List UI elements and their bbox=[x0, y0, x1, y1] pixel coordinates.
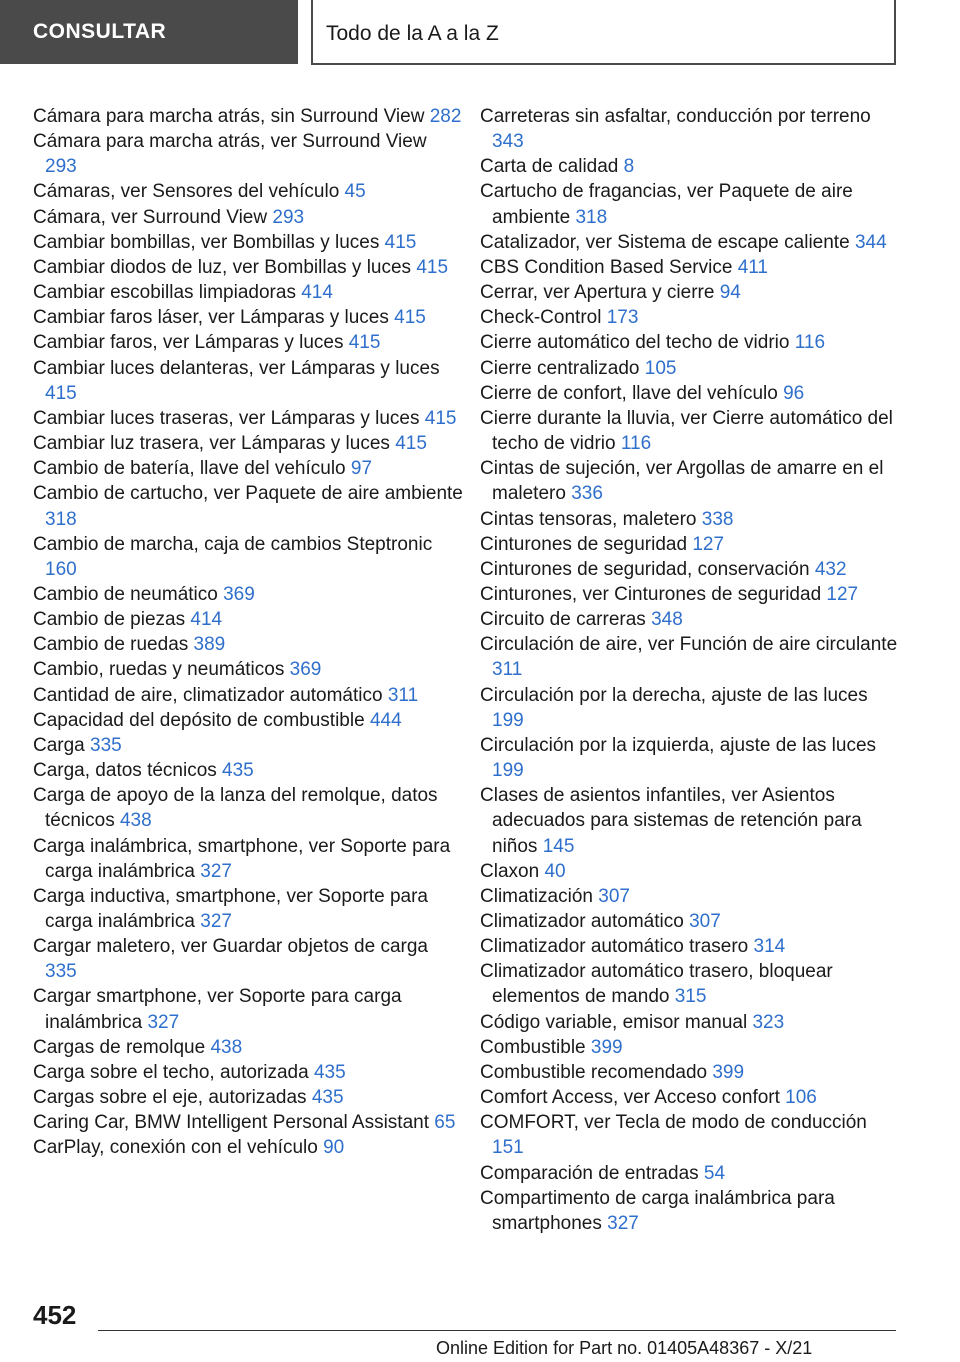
index-entry-page-link[interactable]: 293 bbox=[272, 206, 305, 228]
index-entry-page-link[interactable]: 411 bbox=[737, 256, 768, 278]
index-entry bbox=[33, 230, 463, 255]
index-entry-term: Cambio de piezas bbox=[33, 609, 186, 631]
section-tab bbox=[0, 0, 298, 64]
index-entry-page-link[interactable]: 435 bbox=[222, 760, 254, 782]
index-entry-page-link[interactable]: 90 bbox=[323, 1137, 345, 1159]
header-underline bbox=[311, 63, 896, 65]
index-entry-term: Cambiar luz trasera, ver Lámparas y luces bbox=[33, 433, 390, 455]
index-entry bbox=[33, 104, 463, 129]
index-entry-page-link[interactable]: 160 bbox=[45, 558, 77, 580]
page-number: 452 bbox=[33, 1300, 77, 1330]
index-entry-page-link[interactable]: 8 bbox=[623, 156, 635, 178]
index-entry-term: CarPlay, conexión con el vehículo bbox=[33, 1137, 318, 1159]
index-entry-page-link[interactable]: 338 bbox=[701, 508, 734, 530]
index-entry-term: Cargas de remolque bbox=[33, 1036, 206, 1058]
index-entry-page-link[interactable]: 444 bbox=[369, 709, 402, 731]
index-entry-term: Carta de calidad bbox=[480, 156, 619, 178]
index-entry bbox=[480, 532, 900, 557]
index-column-right bbox=[480, 104, 900, 1236]
index-entry-term: Climatización bbox=[480, 885, 593, 907]
index-entry-page-link[interactable]: 435 bbox=[313, 1061, 346, 1083]
index-entry-page-link[interactable]: 307 bbox=[598, 885, 630, 907]
index-entry bbox=[480, 179, 900, 229]
index-entry-page-link[interactable]: 97 bbox=[350, 458, 373, 480]
index-entry bbox=[480, 381, 900, 406]
index-entry-term: Cierre durante la lluvia, ver Cierre automático del techo de vidrio bbox=[480, 407, 893, 455]
index-entry-term: CBS Condition Based Service bbox=[480, 256, 733, 278]
index-entry-term: Cerrar, ver Apertura y cierre bbox=[480, 282, 715, 304]
index-entry-page-link[interactable]: 116 bbox=[620, 433, 652, 455]
index-entry-page-link[interactable]: 315 bbox=[674, 986, 707, 1008]
index-entry bbox=[480, 1161, 900, 1186]
index-entry-term: Cambio de marcha, caja de cambios Steptronic bbox=[33, 533, 433, 555]
index-entry-term: Capacidad del depósito de combustible bbox=[33, 709, 365, 731]
section-label: CONSULTAR bbox=[33, 20, 167, 43]
index-entry bbox=[480, 255, 900, 280]
index-entry bbox=[480, 1010, 900, 1035]
index-entry-page-link[interactable]: 415 bbox=[348, 332, 381, 354]
index-entry-term: Cambiar diodos de luz, ver Bombillas y luces bbox=[33, 256, 412, 278]
index-entry bbox=[480, 456, 900, 506]
index-entry-page-link[interactable]: 318 bbox=[45, 508, 77, 530]
index-entry-term: Cambio de ruedas bbox=[33, 634, 189, 656]
index-entry-term: Cierre de confort, llave del vehículo bbox=[480, 382, 778, 404]
index-entry-term: COMFORT, ver Tecla de modo de conducción bbox=[480, 1112, 867, 1134]
index-entry-page-link[interactable]: 415 bbox=[45, 382, 77, 404]
index-entry-term: Compartimento de carga inalámbrica para smartphones bbox=[480, 1187, 835, 1234]
index-entry-term: Cierre automático del techo de vidrio bbox=[480, 332, 790, 354]
index-entry-page-link[interactable]: 105 bbox=[644, 357, 677, 379]
index-entry-page-link[interactable]: 414 bbox=[301, 282, 333, 304]
index-entry bbox=[480, 959, 900, 1009]
index-entry bbox=[480, 884, 900, 909]
index-entry-term: Comfort Access, ver Acceso confort bbox=[480, 1087, 780, 1109]
index-entry bbox=[480, 934, 900, 959]
index-entry bbox=[33, 683, 463, 708]
index-entry bbox=[480, 104, 900, 154]
index-entry bbox=[33, 632, 463, 657]
index-entry-page-link[interactable]: 399 bbox=[590, 1036, 623, 1058]
index-entry bbox=[480, 783, 900, 858]
footer-edition-text: Online Edition for Part no. 01405A48367 - X/21 bbox=[436, 1338, 813, 1358]
index-entry-term: Cámara para marcha atrás, sin Surround View bbox=[33, 106, 425, 127]
index-entry-term: Cambiar escobillas limpiadoras bbox=[33, 282, 296, 304]
index-entry-page-link[interactable]: 65 bbox=[434, 1112, 456, 1134]
index-entry-page-link[interactable]: 199 bbox=[492, 709, 524, 731]
index-entry-term: Carga, datos técnicos bbox=[33, 760, 217, 782]
index-entry bbox=[33, 1110, 463, 1135]
index-entry-term: Carga bbox=[33, 734, 85, 756]
index-entry-term: Climatizador automático trasero bbox=[480, 936, 749, 958]
index-entry-page-link[interactable]: 327 bbox=[607, 1212, 639, 1234]
index-entry-term: Cinturones, ver Cinturones de seguridad bbox=[480, 583, 822, 605]
index-entry-page-link[interactable]: 282 bbox=[429, 106, 462, 127]
index-entry-term: Caring Car, BMW Intelligent Personal Assistant bbox=[33, 1112, 430, 1134]
index-entry-term: Catalizador, ver Sistema de escape caliente bbox=[480, 231, 850, 253]
index-entry-page-link[interactable]: 145 bbox=[542, 835, 575, 857]
index-entry bbox=[480, 683, 900, 733]
index-entry-page-link[interactable]: 438 bbox=[119, 810, 152, 832]
index-entry-term: Cinturones de seguridad, conservación bbox=[480, 558, 810, 580]
index-entry-page-link[interactable]: 307 bbox=[689, 911, 721, 932]
index-entry-term: Cambiar luces traseras, ver Lámparas y luces bbox=[33, 407, 420, 429]
index-entry-page-link[interactable]: 151 bbox=[492, 1137, 524, 1159]
header-right-border bbox=[894, 0, 896, 65]
index-entry-term: Cambiar luces delanteras, ver Lámparas y luces bbox=[33, 357, 440, 379]
index-column-left bbox=[33, 104, 463, 1161]
index-entry-term: Circulación de aire, ver Función de aire circulante bbox=[480, 634, 898, 656]
index-entry-term: Cinturones de seguridad bbox=[480, 533, 688, 555]
index-entry-term: Cantidad de aire, climatizador automático bbox=[33, 684, 383, 706]
index-entry bbox=[480, 1110, 900, 1160]
index-entry-page-link[interactable]: 311 bbox=[387, 684, 419, 706]
index-entry bbox=[33, 884, 463, 934]
index-entry bbox=[33, 934, 463, 984]
index-entry-page-link[interactable]: 344 bbox=[854, 231, 887, 253]
index-entry-page-link[interactable]: 336 bbox=[571, 483, 603, 505]
index-entry bbox=[480, 607, 900, 632]
index-entry-page-link[interactable]: 327 bbox=[200, 911, 232, 932]
index-entry bbox=[480, 1085, 900, 1110]
index-entry bbox=[33, 1085, 463, 1110]
index-entry-term: Claxon bbox=[480, 860, 540, 882]
index-entry-term: Climatizador automático trasero, bloquear elementos de mando bbox=[480, 961, 833, 1008]
index-entry-page-link[interactable]: 293 bbox=[45, 156, 77, 178]
index-entry-term: Cámara para marcha atrás, ver Surround View bbox=[33, 131, 427, 153]
index-entry-page-link[interactable]: 45 bbox=[344, 181, 366, 203]
index-entry bbox=[480, 230, 900, 255]
index-entry-page-link[interactable]: 432 bbox=[814, 558, 847, 580]
index-entry-term: Combustible bbox=[480, 1036, 586, 1058]
index-entry-term: Cámara, ver Surround View bbox=[33, 206, 268, 228]
index-entry bbox=[33, 1035, 463, 1060]
index-entry-term: Cargas sobre el eje, autorizadas bbox=[33, 1087, 307, 1109]
index-entry-page-link[interactable]: 415 bbox=[416, 256, 449, 278]
index-entry-page-link[interactable]: 335 bbox=[90, 734, 122, 756]
index-entry-term: Carga inalámbrica, smartphone, ver Soporte para carga inalámbrica bbox=[33, 835, 451, 882]
index-entry bbox=[33, 205, 463, 230]
index-entry-term: Clases de asientos infantiles, ver Asientos adecuados para sistemas de retención para niños bbox=[480, 785, 862, 857]
index-entry bbox=[480, 1186, 900, 1236]
index-entry bbox=[33, 406, 463, 431]
index-entry-page-link[interactable]: 311 bbox=[492, 659, 523, 681]
index-entry-page-link[interactable]: 94 bbox=[719, 282, 741, 304]
index-entry-page-link[interactable]: 127 bbox=[692, 533, 725, 555]
index-entry-page-link[interactable]: 54 bbox=[703, 1162, 726, 1184]
index-entry bbox=[480, 733, 900, 783]
index-entry bbox=[480, 507, 900, 532]
index-entry-page-link[interactable]: 318 bbox=[575, 206, 608, 228]
index-entry-term: Cambiar bombillas, ver Bombillas y luces bbox=[33, 231, 380, 253]
index-entry bbox=[33, 431, 463, 456]
index-entry bbox=[33, 356, 463, 406]
index-entry-page-link[interactable]: 414 bbox=[190, 609, 223, 631]
index-entry-term: Cierre centralizado bbox=[480, 357, 640, 379]
index-entry-term: Cartucho de fragancias, ver Paquete de aire ambiente bbox=[480, 181, 853, 228]
index-entry-page-link[interactable]: 438 bbox=[210, 1036, 243, 1058]
index-entry bbox=[33, 582, 463, 607]
index-entry-page-link[interactable]: 314 bbox=[753, 936, 786, 958]
index-entry bbox=[480, 1035, 900, 1060]
index-entry-page-link[interactable]: 323 bbox=[752, 1011, 785, 1033]
index-entry-page-link[interactable]: 106 bbox=[785, 1087, 817, 1109]
index-entry-term: Comparación de entradas bbox=[480, 1162, 699, 1184]
index-entry-page-link[interactable]: 199 bbox=[492, 760, 524, 782]
index-entry bbox=[33, 607, 463, 632]
index-entry-term: Carga sobre el techo, autorizada bbox=[33, 1061, 309, 1083]
footer-divider bbox=[98, 1330, 896, 1331]
index-entry-term: Cambio de batería, llave del vehículo bbox=[33, 458, 346, 480]
index-entry-page-link[interactable]: 415 bbox=[394, 307, 426, 329]
index-entry bbox=[33, 708, 463, 733]
index-entry bbox=[33, 179, 463, 204]
index-entry-page-link[interactable]: 415 bbox=[395, 433, 427, 455]
index-entry-page-link[interactable]: 415 bbox=[424, 407, 457, 429]
index-entry-term: Cargar maletero, ver Guardar objetos de carga bbox=[33, 936, 428, 958]
index-entry-page-link[interactable]: 343 bbox=[492, 131, 524, 153]
index-entry bbox=[33, 330, 463, 355]
index-entry-page-link[interactable]: 399 bbox=[712, 1061, 745, 1083]
page-title: Todo de la A a la Z bbox=[326, 22, 499, 45]
index-entry bbox=[33, 255, 463, 280]
index-entry-page-link[interactable]: 40 bbox=[544, 860, 566, 882]
index-entry-term: Climatizador automático bbox=[480, 911, 684, 932]
index-entry bbox=[33, 305, 463, 330]
index-entry-term: Cámaras, ver Sensores del vehículo bbox=[33, 181, 340, 203]
index-entry bbox=[480, 406, 900, 456]
index-entry bbox=[33, 1135, 463, 1160]
index-entry bbox=[480, 1060, 900, 1085]
index-entry-page-link[interactable]: 369 bbox=[289, 659, 322, 681]
index-entry-term: Cintas de sujeción, ver Argollas de amarre en el maletero bbox=[480, 458, 884, 505]
index-entry-term: Cintas tensoras, maletero bbox=[480, 508, 697, 530]
index-entry bbox=[480, 859, 900, 884]
header-divider bbox=[311, 0, 313, 64]
index-entry-term: Cambio de cartucho, ver Paquete de aire ambiente bbox=[33, 483, 463, 505]
index-entry-page-link[interactable]: 389 bbox=[193, 634, 226, 656]
index-entry bbox=[480, 356, 900, 381]
index-entry-page-link[interactable]: 415 bbox=[384, 231, 417, 253]
index-entry-term: Circulación por la izquierda, ajuste de las luces bbox=[480, 734, 877, 756]
index-entry-page-link[interactable]: 127 bbox=[826, 583, 859, 605]
index-entry-page-link[interactable]: 327 bbox=[200, 860, 232, 882]
index-entry bbox=[33, 280, 463, 305]
index-entry-term: Cambiar faros láser, ver Lámparas y luces bbox=[33, 307, 389, 329]
index-entry-term: Circuito de carreras bbox=[480, 609, 646, 631]
index-entry-page-link[interactable]: 348 bbox=[651, 609, 683, 631]
index-entry bbox=[480, 154, 900, 179]
index-entry bbox=[480, 330, 900, 355]
index-entry-term: Cambiar faros, ver Lámparas y luces bbox=[33, 332, 344, 354]
index-entry-page-link[interactable]: 96 bbox=[783, 382, 805, 404]
index-entry-term: Check-Control bbox=[480, 307, 602, 329]
index-entry bbox=[480, 632, 900, 682]
index-entry-term: Cambio, ruedas y neumáticos bbox=[33, 659, 285, 681]
index-entry bbox=[480, 582, 900, 607]
index-entry bbox=[33, 834, 463, 884]
index-entry bbox=[480, 305, 900, 330]
index-entry-term: Cambio de neumático bbox=[33, 583, 218, 605]
index-entry bbox=[33, 733, 463, 758]
index-entry bbox=[33, 456, 463, 481]
index-entry bbox=[480, 909, 900, 934]
index-entry-term: Código variable, emisor manual bbox=[480, 1011, 748, 1033]
index-entry bbox=[33, 984, 463, 1034]
index-entry bbox=[480, 280, 900, 305]
index-entry-term: Combustible recomendado bbox=[480, 1061, 708, 1083]
index-entry bbox=[33, 1060, 463, 1085]
index-entry-term: Cargar smartphone, ver Soporte para carga inalámbrica bbox=[33, 986, 402, 1033]
index-entry-page-link[interactable]: 335 bbox=[45, 961, 77, 983]
index-entry bbox=[33, 129, 463, 179]
index-entry bbox=[33, 481, 463, 531]
index-entry-page-link[interactable]: 173 bbox=[606, 307, 639, 329]
index-entry bbox=[33, 783, 463, 833]
index-entry bbox=[33, 657, 463, 682]
index-entry-term: Carga de apoyo de la lanza del remolque, datos técnicos bbox=[33, 785, 438, 832]
index-entry-page-link[interactable]: 327 bbox=[147, 1011, 180, 1033]
index-entry-term: Circulación por la derecha, ajuste de las luces bbox=[480, 684, 868, 706]
index-entry bbox=[33, 758, 463, 783]
index-entry-page-link[interactable]: 369 bbox=[223, 583, 255, 605]
index-entry bbox=[480, 557, 900, 582]
index-entry bbox=[33, 532, 463, 582]
index-entry-term: Carreteras sin asfaltar, conducción por terreno bbox=[480, 106, 871, 127]
index-entry-page-link[interactable]: 435 bbox=[311, 1087, 344, 1109]
index-entry-term: Carga inductiva, smartphone, ver Soporte para carga inalámbrica bbox=[33, 885, 428, 932]
index-entry-page-link[interactable]: 116 bbox=[794, 332, 826, 354]
